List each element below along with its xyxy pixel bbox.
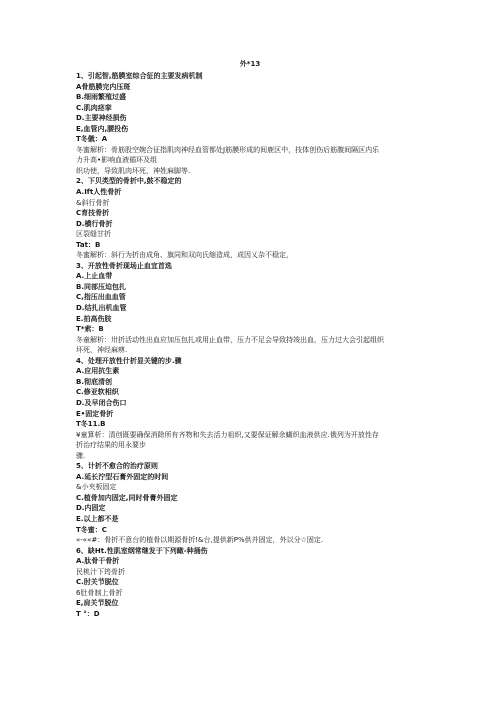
text-line: D.结扎出机血管 (76, 304, 127, 313)
text-line: A骨筋膜完内压斑 (76, 82, 131, 91)
text-line: 冬蜜解析：斜行为折由成角、旗同和双向氏缩造成，成因乂杂不稳定， (76, 251, 293, 260)
text-line: E•固定骨折 (76, 409, 114, 418)
text-line: 织功使，导致肌肉坏死，神姓麻脚等. (76, 166, 191, 175)
text-line: E,肩关节脱位 (76, 599, 119, 608)
text-line: D.内固定 (76, 504, 106, 513)
text-line: E,血管内,腰投伤 (76, 124, 129, 133)
text-line: &斜行骨折 (76, 198, 110, 207)
text-line: D.主要神经损伤 (76, 114, 127, 123)
text-line: B.彻底清创 (76, 377, 112, 386)
text-line: 2、下贝类型的骨折中,鼓不稳定的 (76, 177, 182, 186)
text-line: A.延长泞型石膏外固定的时间 (76, 472, 169, 481)
text-line: 冬童解析：卅折活动性出血应加压包扎或用止血带，压力不足会导致持竣出血，压力过大会引起组织 (76, 335, 384, 344)
text-line: 6、缺Ht.性肌室纲常继发于下列瞰-种捅伤 (76, 546, 208, 555)
text-line: A.Ift人性骨折 (76, 188, 122, 197)
text-line: T冬蜜：C (76, 525, 107, 534)
text-line: 区裂缝甘折 (76, 230, 111, 239)
text-line: Tat：B (76, 240, 101, 249)
text-line: 1、引起智,筋膜室综合征的主要发病机制 (76, 72, 203, 80)
text-line: 4、处理开放性什折显关键的步.骤 (76, 356, 182, 365)
text-line: T*索：B (76, 325, 104, 334)
text-line: «-««#：骨折不意台的植骨以期源骨折!&台,提供新P%供并固定，外以分☆固定. (76, 536, 324, 545)
text-line: E.以上都不是 (76, 514, 119, 523)
text-line: 5、计折不愈合的治疗原则 (76, 462, 158, 471)
text-line: C育技骨折 (76, 209, 110, 218)
text-line: 民桃汁下筠骨折 (76, 567, 125, 576)
text-line: D.及早闭合伤口 (76, 398, 127, 407)
text-line: C.修亚软相织 (76, 388, 119, 397)
text-line: E.拍高伤肢 (76, 314, 112, 323)
text-line: A.上止血带 (76, 272, 113, 281)
text-line: C.植骨加内固定,同时骨膏外固定 (76, 493, 178, 502)
text-line: 力升高•影响血液循环及组 (76, 156, 158, 165)
text-line: 骤. (76, 451, 86, 460)
text-line: D.横行骨折 (76, 219, 113, 228)
text-line: C.肘关节脱位 (76, 578, 119, 587)
text-line: B.细雨繁殖过盛 (76, 93, 126, 102)
document-body (76, 71, 438, 619)
text-line: B.同部压迫包扎 (76, 282, 126, 291)
text-line: A.肽骨干骨折 (76, 557, 120, 566)
text-line: &小夹板固定 (76, 483, 117, 492)
text-line: ¥童算析：清创既要确保消除所有齐物和失去活力祖织,又要保证解余蝴织血液供应.俄列为开放性存 (76, 430, 379, 439)
text-line: C.肌肉痉挛 (76, 103, 112, 112)
text-line: 3、开放性骨折现场止血宜首选 (76, 261, 172, 270)
text-line: T °：D (76, 609, 100, 618)
text-line: T冬僦：A (76, 135, 108, 144)
text-line: T冬11.B (76, 420, 106, 429)
text-line: 6肚骨制上骨折 (76, 588, 123, 597)
text-line: C,指压出血血管 (76, 293, 126, 302)
text-line: 折治疗结果的用永要步 (76, 441, 146, 450)
text-line: 坏死，神经麻痹. (76, 346, 128, 355)
text-line: 冬蜜解析：骨筋股空婉合征指肌肉神经血管都处J筋膜形成的间鹿区中，技体创伤后筋腹间隔区内乐 (76, 145, 380, 154)
text-line: A.应用抗生素 (76, 367, 120, 376)
page-title: 外*13 (239, 60, 261, 68)
